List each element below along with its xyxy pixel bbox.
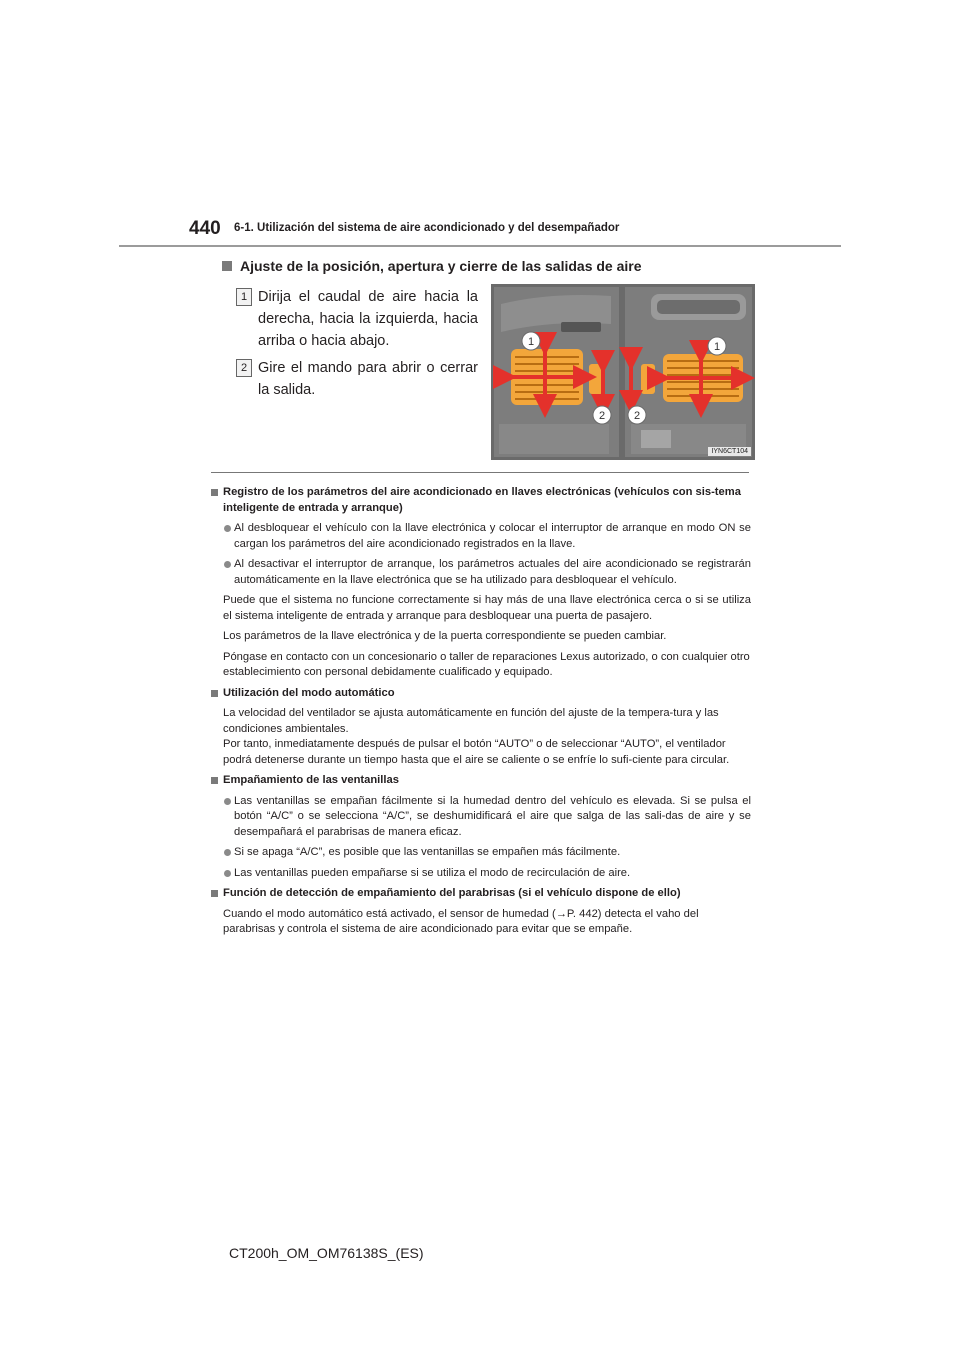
callout-2-right: 2 [633,410,641,422]
note-heading: Empañamiento de las ventanillas [211,773,751,789]
note-bullet: Si se apaga “A/C”, es posible que las ventanillas se empañen más fácilmente. [211,845,751,861]
note-heading: Utilización del modo automático [211,686,751,702]
chapter-title: 6-1. Utilización del sistema de aire acondicionado y del desempañador [234,222,620,234]
callout-1-left: 1 [527,336,535,348]
header-rule [119,245,841,247]
note-paragraph: Cuando el modo automático está activado, el sensor de humedad (→P. 442) detecta el vaho del parabrisas y controla el sistema de aire acondicionado para evitar que se empañe. [223,907,699,935]
note-heading: Registro de los parámetros del aire acondicionado en llaves electrónicas (vehículos con sis-tema inteligente de entrada y arranque) [211,485,751,516]
document-code: CT200h_OM_OM76138S_(ES) [229,1245,424,1261]
note-paragraph: La velocidad del ventilador se ajusta automáticamente en función del ajuste de la tempera-tura y las condiciones ambientales. [223,707,719,735]
step-text: Gire el mando para abrir o cerrar la salida. [258,360,478,398]
section-divider [211,472,749,473]
step-text: Dirija el caudal de aire hacia la derecha, hacia la izquierda, hacia arriba o hacia abajo. [258,289,478,349]
step-number-badge: 1 [236,288,252,306]
page-header [189,218,841,248]
note-paragraph: Póngase en contacto con un concesionario o taller de reparaciones Lexus autorizado, o con cualquier otro establecimiento con personal debidamente cualificado y equipado. [223,650,750,678]
note-bullet: Al desbloquear el vehículo con la llave electrónica y colocar el interruptor de arranque en modo ON se cargan los parámetros del aire acondicionado registrados en la llave. [211,521,751,552]
note-bullet: Las ventanillas pueden empañarse si se utiliza el modo de recirculación de aire. [211,866,751,882]
left-vent-knob [589,364,603,394]
callout-1-right: 1 [713,341,721,353]
note-paragraph: Por tanto, inmediatamente después de pulsar el botón “AUTO” o de seleccionar “AUTO”, el ventilador podrá detenerse durante un tiempo hasta que el aire se caliente o se enfríe lo sufi-ciente para circular. [223,738,730,766]
callout-2-left: 2 [598,410,606,422]
note-paragraph: Puede que el sistema no funcione correctamente si hay más de una llave electrónica cerca o si se utiliza el sistema inteligente de entrada y arranque para desbloquear una puerta de pasajero. [223,594,751,622]
note-paragraph: Los parámetros de la llave electrónica y de la puerta correspondiente se pueden cambiar. [223,630,667,642]
step-number-badge: 2 [236,359,252,377]
page-number: 440 [189,218,221,239]
notes-section [211,485,751,943]
air-vent-diagram [491,284,755,460]
note-bullet: Las ventanillas se empañan fácilmente si la humedad dentro del vehículo es elevada. Si se pulsa el botón “A/C” o se selecciona “A/C”, se deshumidificará el aire que salga de las sali-das de aire y se desempañará el parabrisas de manera eficaz. [211,794,751,841]
note-heading: Función de detección de empañamiento del parabrisas (si el vehículo dispone de ello) [211,886,751,902]
section-title-text: Ajuste de la posición, apertura y cierre de las salidas de aire [240,258,642,274]
air-vent-illustration [491,284,755,460]
section-title [222,258,642,274]
note-bullet: Al desactivar el interruptor de arranque, los parámetros actuales del aire acondicionado se registrarán automáticamente en la llave electrónica que se ha utilizado para desbloquear el vehículo. [211,557,751,588]
right-vent-knob [641,364,655,394]
square-bullet-icon [222,261,232,271]
figure-code: IYN6CT104 [708,447,751,456]
